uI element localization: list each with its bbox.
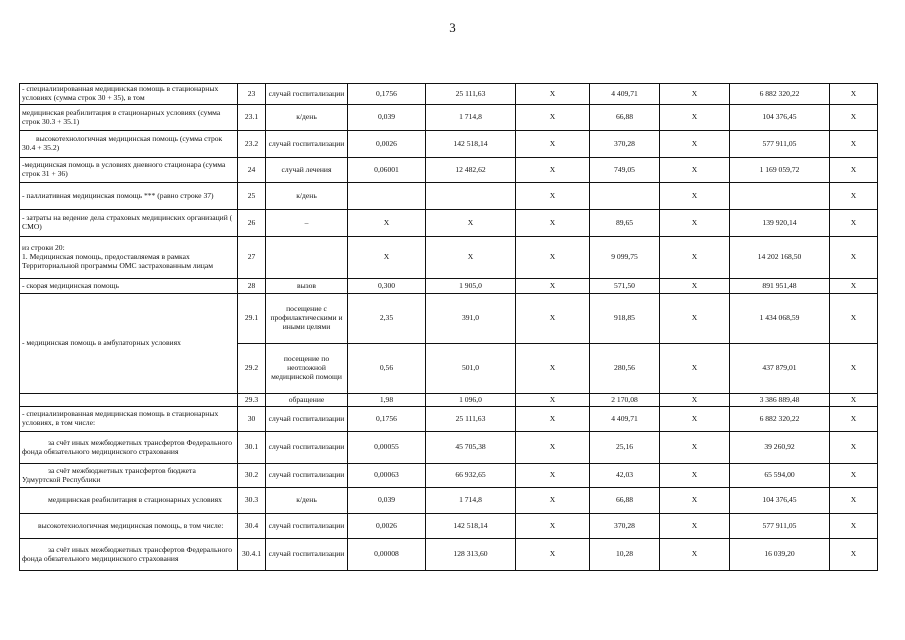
- row-name: - затраты на ведение дела страховых медицинских организаций ( СМО): [20, 210, 238, 237]
- row-c1: 0,00063: [348, 464, 426, 488]
- row-c6: 14 202 168,50: [730, 237, 830, 279]
- row-c1: X: [348, 210, 426, 237]
- row-c4: 2 170,08: [590, 394, 660, 407]
- row-unit: к/день: [266, 183, 348, 210]
- row-c2: [426, 183, 516, 210]
- row-c4: 4 409,71: [590, 84, 660, 105]
- row-c6: 139 920,14: [730, 210, 830, 237]
- row-c4: 89,65: [590, 210, 660, 237]
- row-c2: 12 482,62: [426, 158, 516, 183]
- row-c1: 1,98: [348, 394, 426, 407]
- row-c4: 749,05: [590, 158, 660, 183]
- row-c4: 42,03: [590, 464, 660, 488]
- table-row: [20, 432, 878, 464]
- row-c6: 891 951,48: [730, 279, 830, 294]
- row-c6: 437 879,01: [730, 344, 830, 394]
- row-c4: [590, 183, 660, 210]
- row-c7: X: [830, 158, 878, 183]
- row-c4: 66,88: [590, 488, 660, 514]
- row-c2: 142 518,14: [426, 131, 516, 158]
- row-name: - скорая медицинская помощь: [20, 279, 238, 294]
- row-c6: 1 434 068,59: [730, 294, 830, 344]
- row-c2: 45 705,38: [426, 432, 516, 464]
- row-c4: 25,16: [590, 432, 660, 464]
- row-num: 29.3: [238, 394, 266, 407]
- row-name: медицинская реабилитация в стационарных условиях: [20, 488, 238, 514]
- row-name: за счёт межбюджетных трансфертов бюджета Удмуртской Республики: [20, 464, 238, 488]
- row-c1: 0,0026: [348, 514, 426, 539]
- row-c7: X: [830, 279, 878, 294]
- row-c6: 577 911,05: [730, 131, 830, 158]
- row-num: 30: [238, 407, 266, 432]
- row-c4: 370,28: [590, 514, 660, 539]
- row-name: - медицинская помощь в амбулаторных условиях: [20, 294, 238, 394]
- row-c6: 1 169 059,72: [730, 158, 830, 183]
- row-unit: к/день: [266, 105, 348, 131]
- row-c7: X: [830, 344, 878, 394]
- row-c5: X: [660, 279, 730, 294]
- row-c6: 6 882 320,22: [730, 84, 830, 105]
- row-c5: X: [660, 464, 730, 488]
- row-unit: случай госпитализации: [266, 131, 348, 158]
- row-c5: X: [660, 210, 730, 237]
- row-c6: [730, 183, 830, 210]
- row-num: 26: [238, 210, 266, 237]
- row-c3: X: [516, 464, 590, 488]
- table-row: [20, 464, 878, 488]
- row-c4: 918,85: [590, 294, 660, 344]
- row-c3: X: [516, 539, 590, 571]
- row-c7: X: [830, 407, 878, 432]
- row-unit: случай госпитализации: [266, 84, 348, 105]
- row-c5: X: [660, 237, 730, 279]
- row-num: 29.2: [238, 344, 266, 394]
- row-unit: случай госпитализации: [266, 539, 348, 571]
- table-row: [20, 210, 878, 237]
- row-c5: X: [660, 105, 730, 131]
- row-c6: 577 911,05: [730, 514, 830, 539]
- row-c4: 4 409,71: [590, 407, 660, 432]
- row-c7: X: [830, 464, 878, 488]
- row-name: за счёт иных межбюджетных трансфертов Федерального фонда обязательного медицинского страхования: [20, 432, 238, 464]
- row-c6: 104 376,45: [730, 488, 830, 514]
- row-c2: X: [426, 237, 516, 279]
- row-c5: X: [660, 432, 730, 464]
- row-c3: X: [516, 279, 590, 294]
- row-c7: X: [830, 539, 878, 571]
- row-c2: 66 932,65: [426, 464, 516, 488]
- row-c2: 501,0: [426, 344, 516, 394]
- row-c4: 571,50: [590, 279, 660, 294]
- row-c5: X: [660, 514, 730, 539]
- row-num: 27: [238, 237, 266, 279]
- row-c2: X: [426, 210, 516, 237]
- row-num: 25: [238, 183, 266, 210]
- row-c2: 391,0: [426, 294, 516, 344]
- row-c2: 128 313,60: [426, 539, 516, 571]
- row-c2: 142 518,14: [426, 514, 516, 539]
- row-c5: X: [660, 539, 730, 571]
- row-c5: X: [660, 84, 730, 105]
- row-c1: [348, 183, 426, 210]
- row-unit: к/день: [266, 488, 348, 514]
- table-row: [20, 158, 878, 183]
- row-name: - специализированная медицинская помощь в стационарных условиях (сумма строк 30 + 35), в том: [20, 84, 238, 105]
- row-c7: X: [830, 488, 878, 514]
- row-c7: X: [830, 514, 878, 539]
- row-name: из строки 20: 1. Медицинская помощь, предоставляемая в рамках Территориальной программы ОМС застрахованным лицам: [20, 237, 238, 279]
- row-num: 30.4.1: [238, 539, 266, 571]
- table-row: [20, 183, 878, 210]
- row-num: 23.2: [238, 131, 266, 158]
- row-c1: 0,039: [348, 488, 426, 514]
- row-c1: 0,1756: [348, 407, 426, 432]
- row-c1: 0,0026: [348, 131, 426, 158]
- row-c5: X: [660, 488, 730, 514]
- row-c3: X: [516, 432, 590, 464]
- row-unit: –: [266, 210, 348, 237]
- row-c3: X: [516, 344, 590, 394]
- row-c3: X: [516, 183, 590, 210]
- data-table: [19, 83, 878, 571]
- table-row: [20, 84, 878, 105]
- table-row: [20, 539, 878, 571]
- row-c7: X: [830, 432, 878, 464]
- page-number: 3: [449, 20, 456, 35]
- row-c6: 104 376,45: [730, 105, 830, 131]
- row-c3: X: [516, 394, 590, 407]
- table-row: [20, 514, 878, 539]
- row-c1: 0,56: [348, 344, 426, 394]
- row-c4: 370,28: [590, 131, 660, 158]
- row-c7: X: [830, 84, 878, 105]
- row-c3: X: [516, 158, 590, 183]
- row-c5: X: [660, 158, 730, 183]
- row-c7: X: [830, 237, 878, 279]
- row-c1: 0,00008: [348, 539, 426, 571]
- row-c5: X: [660, 407, 730, 432]
- row-c5: X: [660, 131, 730, 158]
- row-name: высокотехнологичная медицинская помощь, в том числе:: [20, 514, 238, 539]
- row-c7: X: [830, 131, 878, 158]
- row-c2: 1 905,0: [426, 279, 516, 294]
- row-c5: X: [660, 183, 730, 210]
- row-num: 29.1: [238, 294, 266, 344]
- row-c1: 0,06001: [348, 158, 426, 183]
- row-name: - паллиативная медицинская помощь *** (равно строке 37): [20, 183, 238, 210]
- row-c3: X: [516, 237, 590, 279]
- row-num: 24: [238, 158, 266, 183]
- row-c3: X: [516, 514, 590, 539]
- row-c7: X: [830, 183, 878, 210]
- row-num: 30.1: [238, 432, 266, 464]
- row-unit: случай госпитализации: [266, 407, 348, 432]
- row-c2: 1 096,0: [426, 394, 516, 407]
- row-c2: 1 714,8: [426, 488, 516, 514]
- table-row: [20, 279, 878, 294]
- table-row: [20, 237, 878, 279]
- table-row: [20, 131, 878, 158]
- table-row: [20, 488, 878, 514]
- table-row: [20, 294, 878, 344]
- row-c7: X: [830, 394, 878, 407]
- row-num: 30.4: [238, 514, 266, 539]
- row-unit: обращение: [266, 394, 348, 407]
- row-c7: X: [830, 210, 878, 237]
- row-c1: 0,300: [348, 279, 426, 294]
- row-name: - специализированная медицинская помощь в стационарных условиях, в том числе:: [20, 407, 238, 432]
- row-unit: посещение по неотложной медицинской помощи: [266, 344, 348, 394]
- row-c6: 16 039,20: [730, 539, 830, 571]
- row-name: [20, 394, 238, 407]
- row-c5: X: [660, 294, 730, 344]
- row-c3: X: [516, 294, 590, 344]
- row-name: -медицинская помощь в условиях дневного стационара (сумма строк 31 + 36): [20, 158, 238, 183]
- row-c3: X: [516, 210, 590, 237]
- row-c2: 25 111,63: [426, 407, 516, 432]
- row-c4: 10,28: [590, 539, 660, 571]
- row-c1: 0,1756: [348, 84, 426, 105]
- row-c5: X: [660, 394, 730, 407]
- row-c3: X: [516, 84, 590, 105]
- table-row: [20, 394, 878, 407]
- row-unit: посещение с профилактическими и иными целями: [266, 294, 348, 344]
- row-unit: вызов: [266, 279, 348, 294]
- row-c4: 280,56: [590, 344, 660, 394]
- row-num: 23: [238, 84, 266, 105]
- row-num: 30.3: [238, 488, 266, 514]
- row-c4: 9 099,75: [590, 237, 660, 279]
- row-unit: случай лечения: [266, 158, 348, 183]
- row-num: 23.1: [238, 105, 266, 131]
- row-c3: X: [516, 488, 590, 514]
- row-c3: X: [516, 105, 590, 131]
- row-c6: 65 594,00: [730, 464, 830, 488]
- row-c1: X: [348, 237, 426, 279]
- row-c2: 1 714,8: [426, 105, 516, 131]
- row-c1: 0,00055: [348, 432, 426, 464]
- row-c7: X: [830, 105, 878, 131]
- row-c3: X: [516, 407, 590, 432]
- row-unit: случай госпитализации: [266, 432, 348, 464]
- row-unit: случай госпитализации: [266, 514, 348, 539]
- row-name: высокотехнологичная медицинская помощь (сумма строк 30.4 + 35.2): [20, 131, 238, 158]
- row-c1: 2,35: [348, 294, 426, 344]
- row-num: 30.2: [238, 464, 266, 488]
- table-row: [20, 407, 878, 432]
- row-c1: 0,039: [348, 105, 426, 131]
- table-row: [20, 105, 878, 131]
- row-unit: [266, 237, 348, 279]
- row-num: 28: [238, 279, 266, 294]
- row-c2: 25 111,63: [426, 84, 516, 105]
- row-c5: X: [660, 344, 730, 394]
- row-c3: X: [516, 131, 590, 158]
- row-c6: 39 260,92: [730, 432, 830, 464]
- row-c6: 6 882 320,22: [730, 407, 830, 432]
- row-name: медицинская реабилитация в стационарных условиях (сумма строк 30.3 + 35.1): [20, 105, 238, 131]
- row-name: за счёт иных межбюджетных трансфертов Федерального фонда обязательного медицинского страхования: [20, 539, 238, 571]
- row-c6: 3 386 889,48: [730, 394, 830, 407]
- row-c4: 66,88: [590, 105, 660, 131]
- row-c7: X: [830, 294, 878, 344]
- row-unit: случай госпитализации: [266, 464, 348, 488]
